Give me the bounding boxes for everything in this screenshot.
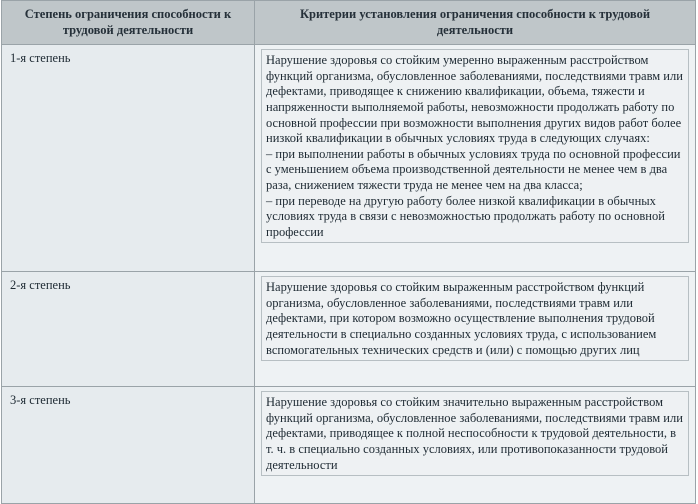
criteria-text: Нарушение здоровья со стойким выраженным расстройством функций организма, обусловленное заболеваниями, последствиями травм или дефектами, при котором возможно осуществление выполнения трудовой деятельности в специально созданных условиях труда, с использованием вспомогательных технических средств и (или) с помощью других лиц <box>261 276 689 361</box>
criteria-cell <box>255 45 696 272</box>
degree-cell: 1-я степень <box>2 45 255 272</box>
degree-cell: 3-я степень <box>2 387 255 504</box>
header-degree: Степень ограничения способности к трудовой деятельности <box>2 1 255 45</box>
criteria-text: Нарушение здоровья со стойким умеренно выраженным расстройством функций организма, обусловленное заболеваниями, последствиями травм или дефектами, приводящее к снижению квалификации, объема, тяжести и напряженности выполняемой работы, невозможности продолжать работу по основной профессии при возможности выполнения других видов работ более низкой квалификации в обычных условиях труда в следующих случаях: – при выполнении работы в обычных условиях труда по основной профессии с уменьшением объема производственной деятельности не менее чем в два раза, снижением тяжести труда не менее чем на два класса; – при переводе на другую работу более низкой квалификации в обычных условиях труда в связи с невозможностью продолжать работу по основной профессии <box>261 49 689 243</box>
header-criteria: Критерии установления ограничения способности к трудовой деятельности <box>255 1 696 45</box>
table-row <box>2 272 696 387</box>
header-row <box>2 1 696 45</box>
table-row <box>2 45 696 272</box>
criteria-cell <box>255 272 696 387</box>
criteria-text: Нарушение здоровья со стойким значительно выраженным расстройством функций организма, обусловленное заболеваниями, последствиями травм или дефектами, приводящее к полной неспособности к трудовой деятельности, в т. ч. в специально созданных условиях, или противопоказанности трудовой деятельности <box>261 391 689 476</box>
criteria-table <box>1 0 696 504</box>
criteria-cell <box>255 387 696 504</box>
degree-cell: 2-я степень <box>2 272 255 387</box>
table-row <box>2 387 696 504</box>
